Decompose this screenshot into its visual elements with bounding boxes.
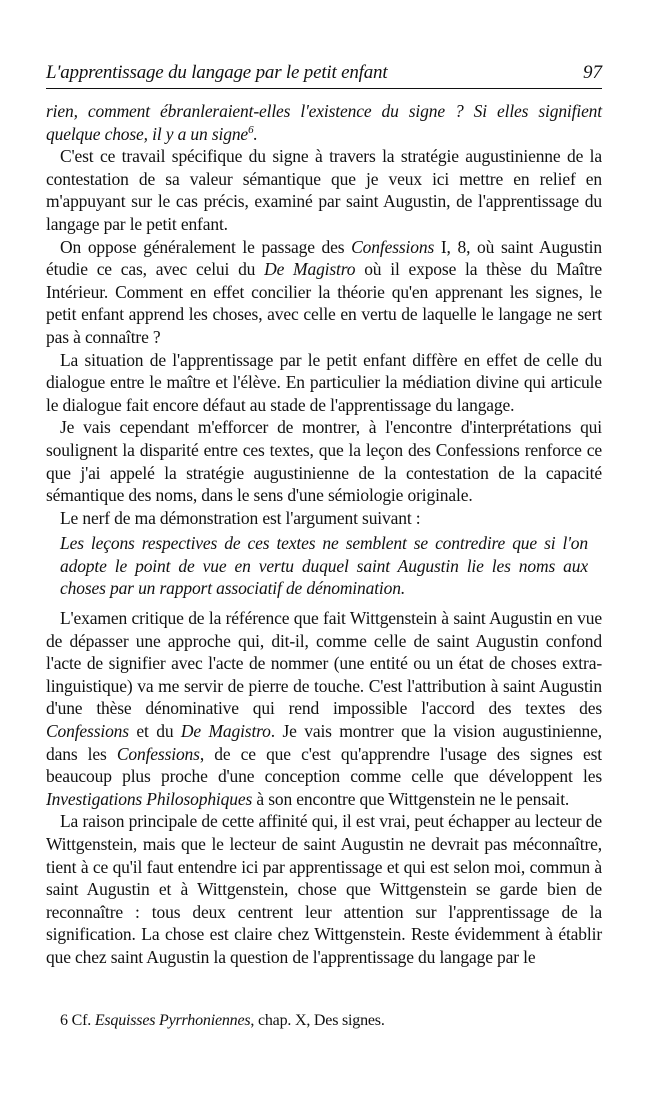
body-text [46, 100, 602, 969]
paragraph: rien, comment ébranleraient-elles l'existence du signe ? Si elles signifient quelque chose, il y a un signe$^6$. [46, 101, 602, 144]
block-quote: Les leçons respectives de ces textes ne semblent se contredire que si l'on adopte le point de vue en vertu duquel saint Augustin lie les noms aux choses par un rapport associatif de dénomination. [60, 533, 588, 599]
running-title: L'apprentissage du langage par le petit enfant [46, 62, 388, 83]
paragraph: Le nerf de ma démonstration est l'argument suivant : [60, 507, 421, 528]
paragraph: La situation de l'apprentissage par le petit enfant diffère en effet de celle du dialogue entre le maître et l'élève. En particulier la médiation divine qui articule le dialogue fait encore défaut au stade de l'apprentissage du langage. [46, 349, 602, 415]
paragraph: L'examen critique de la référence que fait Wittgenstein à saint Augustin en vue de dépasser une approche qui, dit-il, comme celle de saint Augustin confond l'acte de signifier avec l'acte de nommer (une entité ou un état de choses extra-linguistique) va me servir de pierre de touche. C'est l'attribution à saint Augustin d'une thèse dénominative qui rend impossible l'accord des textes des Confessions et du De Magistro. Je vais montrer que la vision augustinienne, dans les Confessions, de ce que c'est qu'apprendre l'usage des signes est beaucoup plus proche d'une conception comme celle que développent les Investigations Philosophiques à son encontre que Wittgenstein ne le pensait. [46, 608, 602, 809]
paragraph: La raison principale de cette affinité qui, il est vrai, peut échapper au lecteur de Wittgenstein, mais que le lecteur de saint Augustin ne devrait pas méconnaître, tient à ce qu'il faut entendre ici par apprentissage et qui est selon moi, commun à saint Augustin et à Wittgenstein, chose que Wittgenstein se garde bien de reconnaître : tous deux centrent leur attention sur l'apprentissage de la signification. La chose est claire chez Wittgenstein. Reste évidemment à établir que chez saint Augustin la question de l'apprentissage du langage par le [46, 811, 602, 967]
footnote-ref[interactable]: 6 [248, 123, 254, 136]
running-header [46, 58, 602, 89]
paragraph: Je vais cependant m'efforcer de montrer, à l'encontre d'interprétations qui soulignent la disparité entre ces textes, que la leçon des Confessions renforce ce que j'ai appelé la stratégie augustinienne de la contestation de la capacité sémantique des noms, dans le sens d'une sémiologie originale. [46, 417, 602, 506]
footnote-number: 6 [60, 1012, 68, 1029]
paragraph: On oppose généralement le passage des Confessions I, 8, où saint Augustin étudie ce cas, avec celui du De Magistro où il expose la thèse du Maître Intérieur. Comment en effet concilier la théorie qu'en apprenant les signes, le petit enfant apprend les choses, avec celle en vertu de laquelle le langage ne sert pas à connaître ? [46, 236, 602, 347]
page-number: 97 [583, 62, 602, 83]
paragraph: C'est ce travail spécifique du signe à travers la stratégie augustinienne de la contestation de sa valeur sémantique que je veux ici mettre en relief en m'appuyant sur le cas précis, examiné par saint Augustin, de l'apprentissage du langage par le petit enfant. [46, 146, 602, 234]
footnote: 6 Cf. Esquisses Pyrrhoniennes, chap. X, Des signes. [60, 1012, 385, 1029]
